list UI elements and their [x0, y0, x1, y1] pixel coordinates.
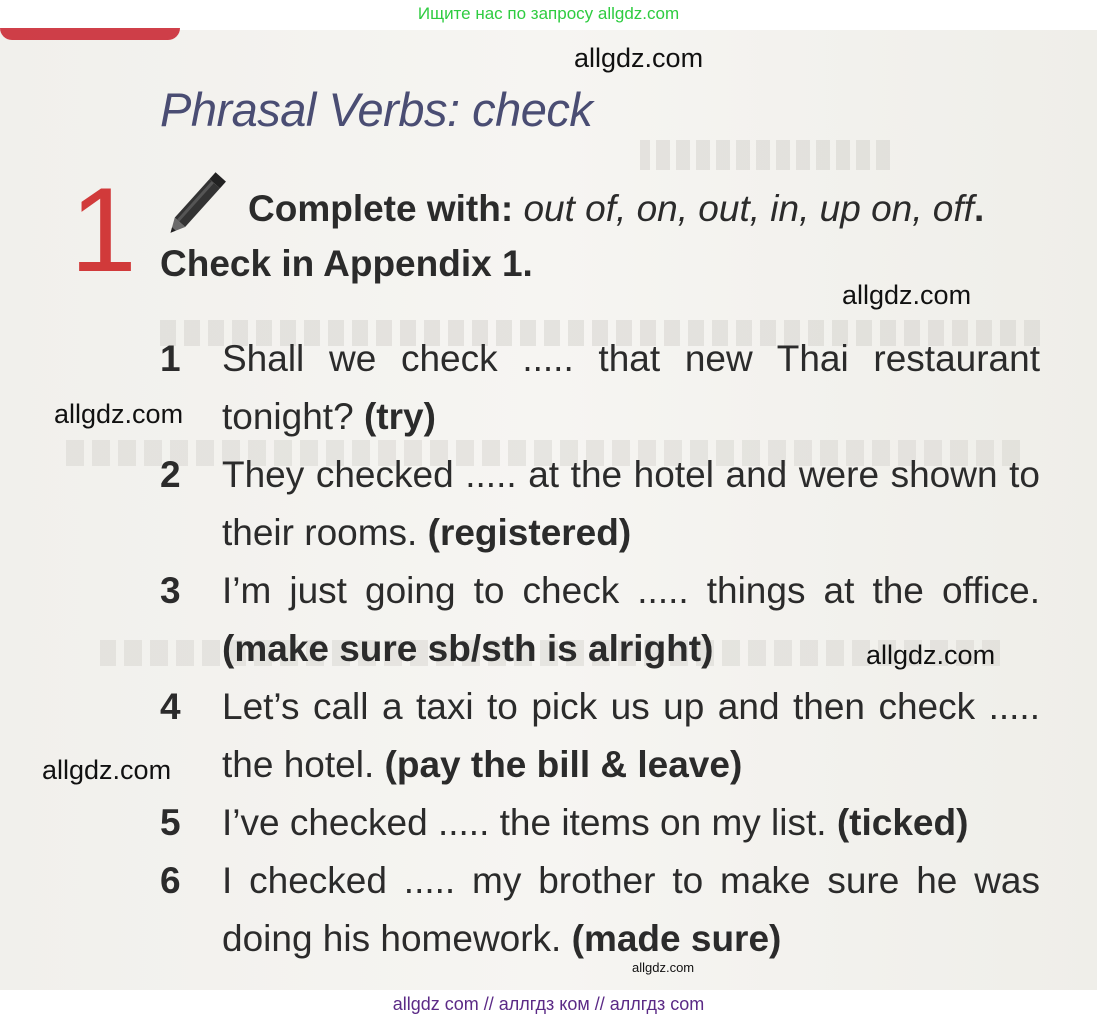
- watermark: allgdz.com: [574, 43, 704, 73]
- list-item: [160, 446, 1040, 562]
- list-item: [160, 852, 1040, 968]
- instruction-end: .: [973, 188, 985, 229]
- item-hint: (made sure): [571, 918, 782, 959]
- watermark: allgdz.com: [866, 640, 996, 670]
- item-number: 3: [160, 570, 181, 611]
- item-number: 4: [160, 686, 181, 727]
- instruction-label: Complete with:: [248, 188, 514, 229]
- exercise-instruction-line2: Check in Appendix 1.: [160, 243, 533, 284]
- bottom-banner-text[interactable]: allgdz com // аллгдз ком // аллгдз com: [392, 994, 705, 1014]
- small-watermark: allgdz.com: [632, 960, 695, 975]
- exercise-instruction: [248, 188, 984, 230]
- item-text: They checked ..... at the hotel and were shown to their rooms.: [222, 454, 1040, 553]
- item-number: 2: [160, 454, 181, 495]
- item-number: 1: [160, 338, 181, 379]
- exercise-items: [160, 330, 1040, 968]
- red-band-decoration: [0, 28, 180, 40]
- list-item: [160, 562, 1040, 678]
- item-hint: (ticked): [836, 802, 969, 843]
- list-item: [160, 794, 1040, 852]
- watermark: allgdz.com: [42, 755, 172, 785]
- item-text: I’m just going to check ..... things at the office.: [222, 570, 1040, 611]
- watermark: allgdz.com: [54, 399, 184, 429]
- list-item: [160, 330, 1040, 446]
- bottom-banner: [0, 990, 1097, 1021]
- watermark: allgdz.com: [842, 280, 972, 310]
- item-number: 5: [160, 802, 181, 843]
- item-hint: (try): [363, 396, 436, 437]
- exercise-number: 1: [70, 163, 137, 297]
- top-banner: [0, 0, 1097, 30]
- top-banner-text[interactable]: Ищите нас по запросу allgdz.com: [417, 4, 680, 23]
- item-text: I checked ..... my brother to make sure he was doing his homework.: [222, 860, 1040, 959]
- instruction-options: out of, on, out, in, up on, off: [523, 188, 974, 229]
- item-text: Shall we check ..... that new Thai restaurant tonight?: [222, 338, 1040, 437]
- item-number: 6: [160, 860, 181, 901]
- list-item: [160, 678, 1040, 794]
- item-hint: (pay the bill & leave): [384, 744, 743, 785]
- show-through-decoration: [640, 140, 890, 170]
- pencil-icon: [160, 160, 240, 240]
- item-text: Let’s call a taxi to pick us up and then check ..... the hotel.: [222, 686, 1040, 785]
- item-hint: (make sure sb/sth is alright): [222, 628, 714, 669]
- item-text: I’ve checked ..... the items on my list.: [222, 802, 837, 843]
- item-hint: (registered): [427, 512, 632, 553]
- page-title: Phrasal Verbs: check: [160, 83, 593, 136]
